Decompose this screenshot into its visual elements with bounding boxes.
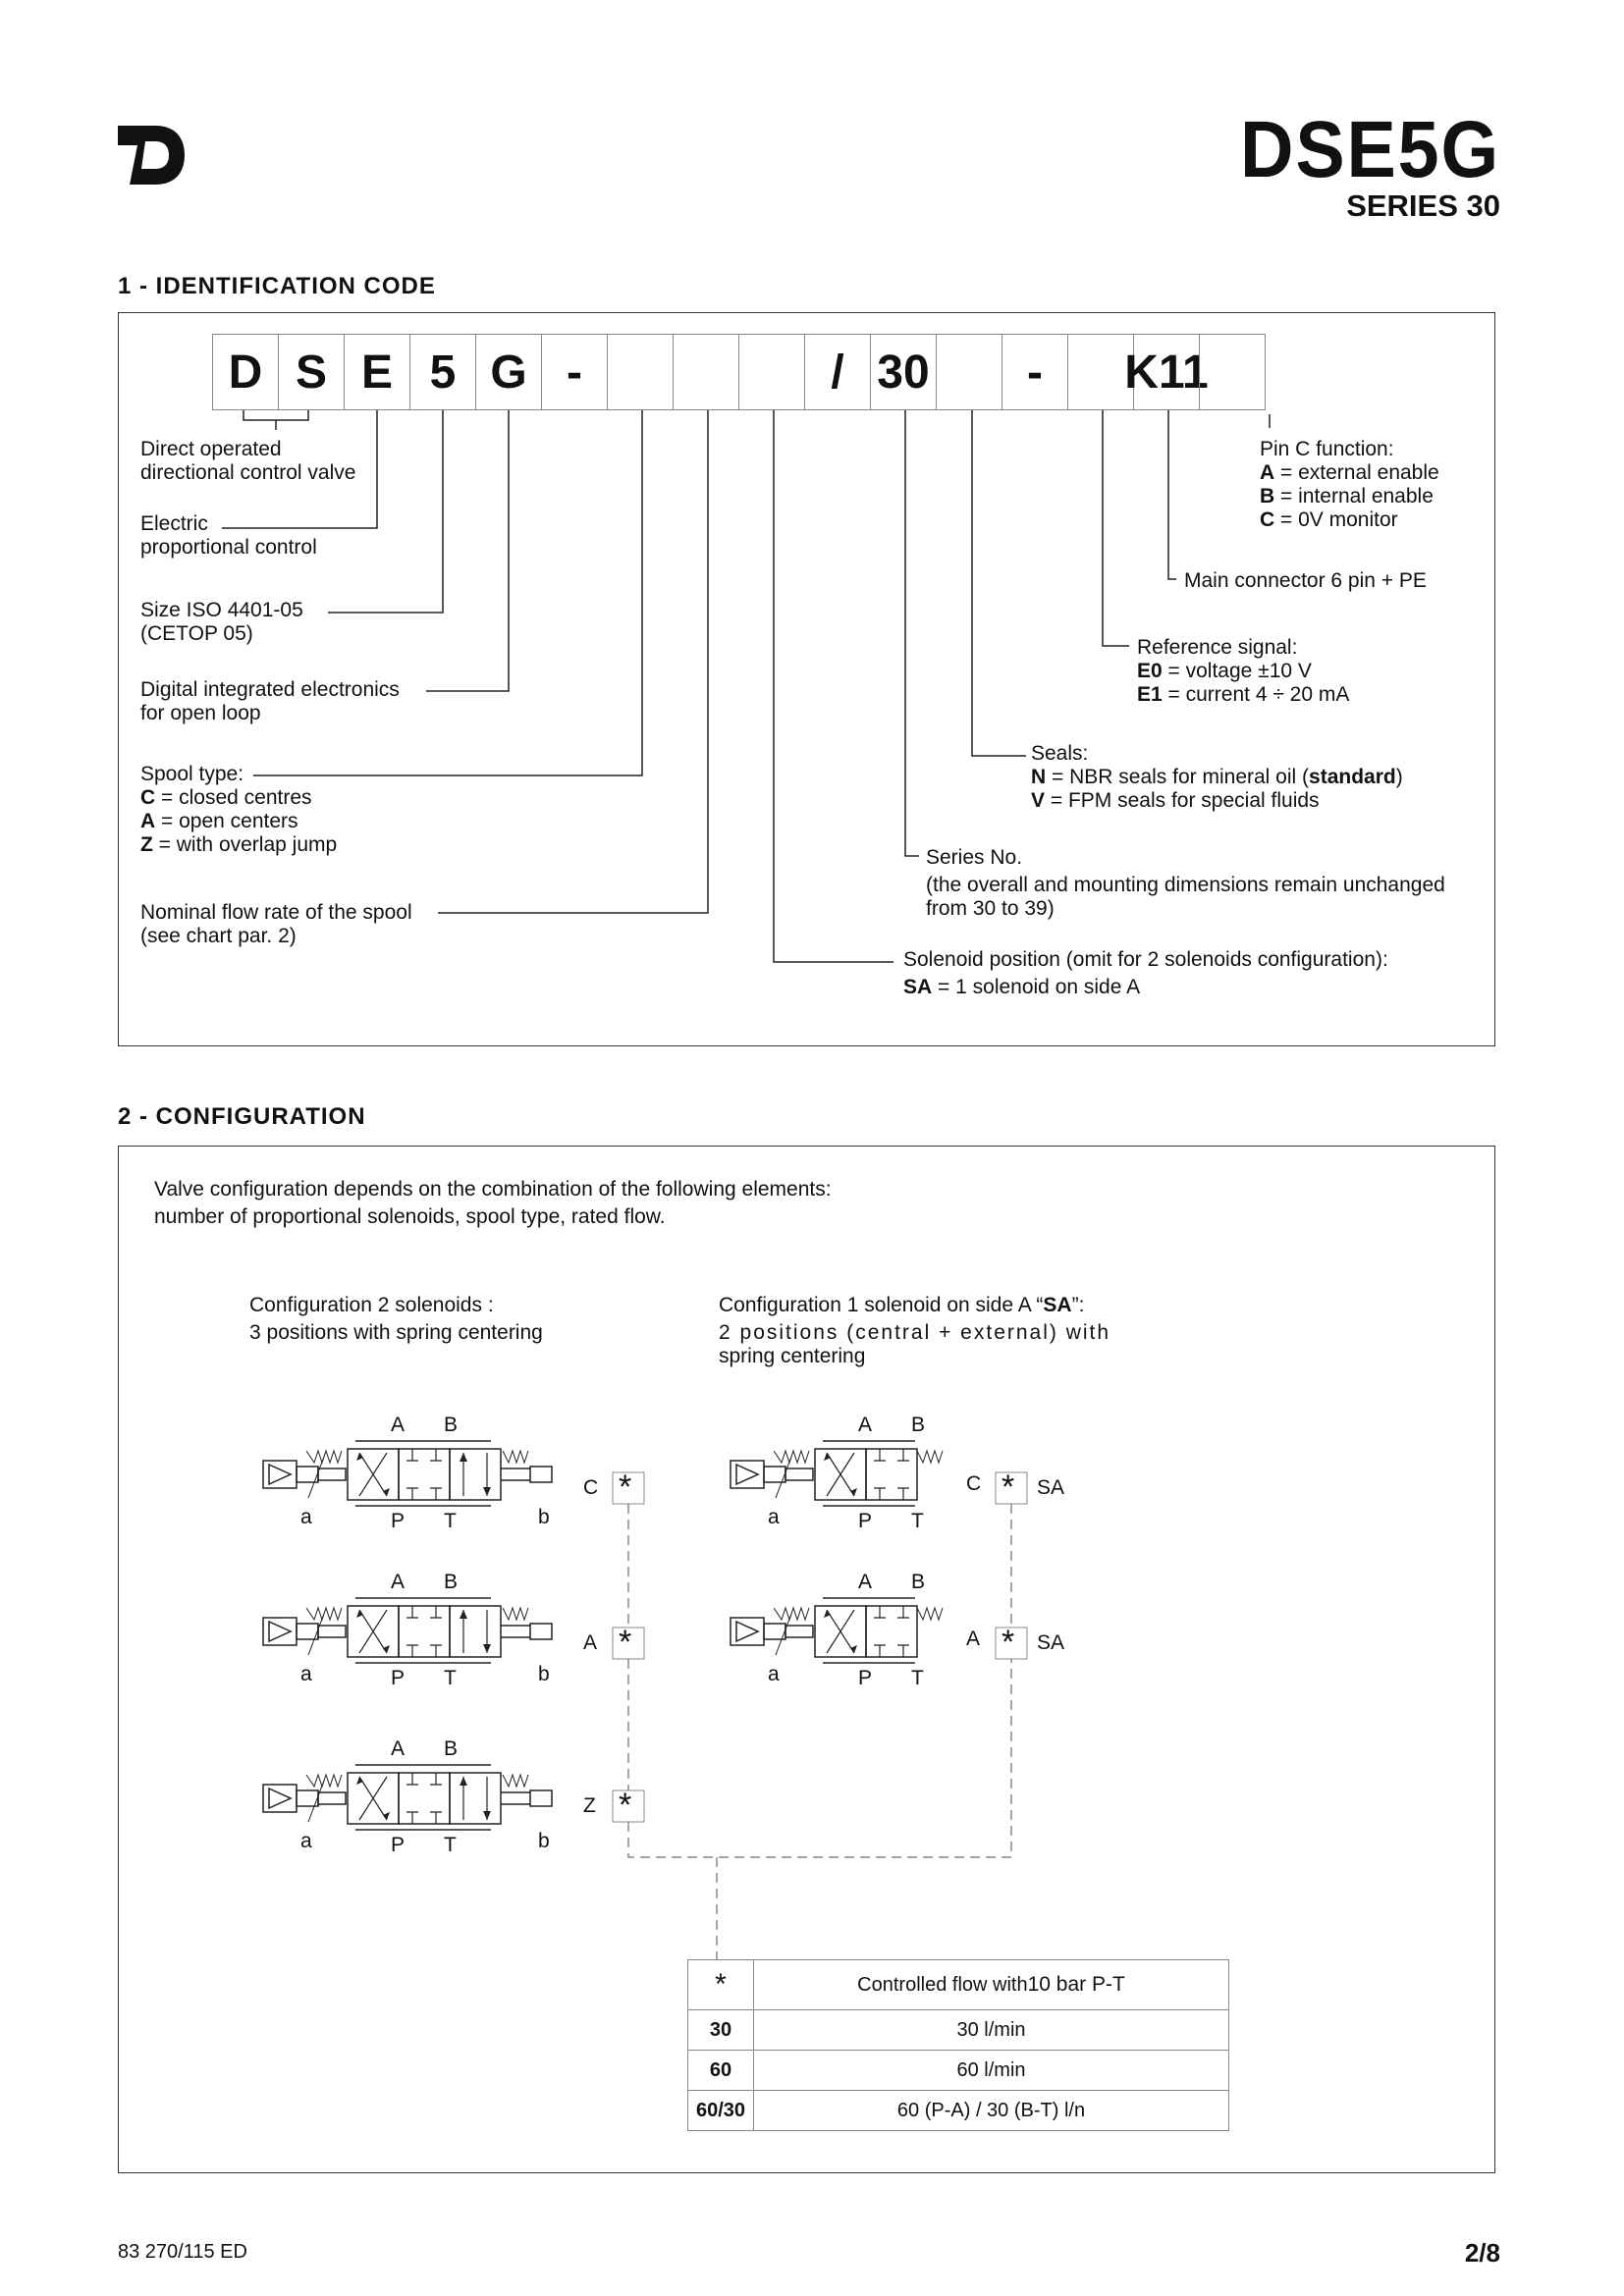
page-number: 2/8 [1464, 2238, 1500, 2268]
product-title: DSE5G [1240, 105, 1500, 194]
spool-c-label: C [966, 1472, 982, 1495]
port-b-label: B [911, 1414, 926, 1436]
star-icon: * [619, 1787, 632, 1824]
spool-z-label: Z [583, 1794, 596, 1817]
solenoid-b-label: b [538, 1506, 550, 1528]
spool-a-label: A [966, 1628, 981, 1650]
product-series: SERIES 30 [1346, 188, 1500, 223]
star-icon: * [619, 1468, 632, 1506]
star-icon: * [619, 1624, 632, 1661]
star-icon: * [1001, 1468, 1015, 1506]
table-header-star: * [688, 1960, 754, 2010]
port-a-label: A [391, 1571, 406, 1593]
label-solenoid-position: Solenoid position (omit for 2 solenoids configuration): SA = 1 solenoid on side A [903, 948, 1388, 998]
config-one-solenoid-title: Configuration 1 solenoid on side A “SA”: 2 positions (central + external) with spring centering [719, 1294, 1111, 1367]
sa-label: SA [1037, 1476, 1065, 1499]
solenoid-b-label: b [538, 1830, 550, 1852]
controlled-flow-table [687, 1959, 1229, 2131]
port-b-label: B [911, 1571, 926, 1593]
flow-value-cell: 30 l/min [754, 2010, 1229, 2051]
port-a-label: A [391, 1737, 406, 1760]
table-row [688, 2051, 1229, 2091]
label-electric: Electric proportional control [140, 512, 317, 559]
star-icon: * [1001, 1624, 1015, 1661]
solenoid-a-label: a [768, 1506, 780, 1528]
code-cell: D [212, 334, 279, 410]
label-pin-c: Pin C function: A = external enable B = internal enable C = 0V monitor [1260, 438, 1439, 531]
flow-value-cell: 60 (P-A) / 30 (B-T) l/n [754, 2091, 1229, 2131]
port-p-label: P [858, 1510, 873, 1532]
code-cell: - [1001, 334, 1068, 410]
label-spool-type: Spool type: C = closed centres A = open centers Z = with overlap jump [140, 763, 338, 856]
port-a-label: A [391, 1414, 406, 1436]
port-p-label: P [391, 1510, 406, 1532]
port-p-label: P [391, 1834, 406, 1856]
code-cell: G [475, 334, 542, 410]
port-t-label: T [444, 1510, 457, 1532]
section2-title: 2 - CONFIGURATION [118, 1103, 366, 1130]
port-a-label: A [858, 1571, 873, 1593]
table-header-row [688, 1960, 1229, 2010]
label-nominal-flow: Nominal flow rate of the spool (see chart par. 2) [140, 901, 412, 947]
solenoid-a-label: a [300, 1506, 312, 1528]
port-a-label: A [858, 1414, 873, 1436]
configuration-intro: Valve configuration depends on the combination of the following elements: number of proportional solenoids, spool type, rated flow. [154, 1178, 832, 1228]
flow-code-cell: 60/30 [688, 2091, 754, 2131]
solenoid-b-label: b [538, 1663, 550, 1685]
port-p-label: P [391, 1667, 406, 1689]
code-cell: 5 [409, 334, 476, 410]
port-b-label: B [444, 1571, 459, 1593]
document-code: 83 270/115 ED [118, 2241, 247, 2263]
code-cell: E [344, 334, 410, 410]
label-digital: Digital integrated electronics for open loop [140, 678, 400, 724]
section1-title: 1 - IDENTIFICATION CODE [118, 273, 436, 299]
table-row [688, 2091, 1229, 2131]
code-cell: 30 [870, 334, 937, 410]
label-size: Size ISO 4401-05 (CETOP 05) [140, 599, 303, 645]
port-t-label: T [444, 1834, 457, 1856]
table-header-text: Controlled flow with10 bar P-T [754, 1960, 1229, 2010]
table-row [688, 2010, 1229, 2051]
code-cell: S [278, 334, 345, 410]
port-t-label: T [911, 1667, 924, 1689]
solenoid-a-label: a [300, 1830, 312, 1852]
port-b-label: B [444, 1414, 459, 1436]
code-cell: - [541, 334, 608, 410]
flow-code-cell: 60 [688, 2051, 754, 2091]
flow-code-cell: 30 [688, 2010, 754, 2051]
spool-c-label: C [583, 1476, 599, 1499]
flow-value-cell: 60 l/min [754, 2051, 1229, 2091]
config-two-solenoids-title: Configuration 2 solenoids : 3 positions with spring centering [249, 1294, 543, 1344]
port-b-label: B [444, 1737, 459, 1760]
port-t-label: T [444, 1667, 457, 1689]
solenoid-a-label: a [300, 1663, 312, 1685]
code-cell: K11 [1133, 334, 1200, 410]
label-reference-signal: Reference signal: E0 = voltage ±10 V E1 = current 4 ÷ 20 mA [1137, 636, 1350, 706]
code-cell: / [804, 334, 871, 410]
sa-label: SA [1037, 1631, 1065, 1654]
solenoid-a-label: a [768, 1663, 780, 1685]
port-t-label: T [911, 1510, 924, 1532]
label-series-no: Series No. (the overall and mounting dimensions remain unchanged from 30 to 39) [926, 846, 1445, 920]
label-direct-operated: Direct operated directional control valve [140, 438, 356, 484]
label-seals: Seals: N = NBR seals for mineral oil (standard) V = FPM seals for special fluids [1031, 742, 1403, 812]
spool-a-label: A [583, 1631, 598, 1654]
label-main-connector: Main connector 6 pin + PE [1184, 569, 1427, 592]
port-p-label: P [858, 1667, 873, 1689]
